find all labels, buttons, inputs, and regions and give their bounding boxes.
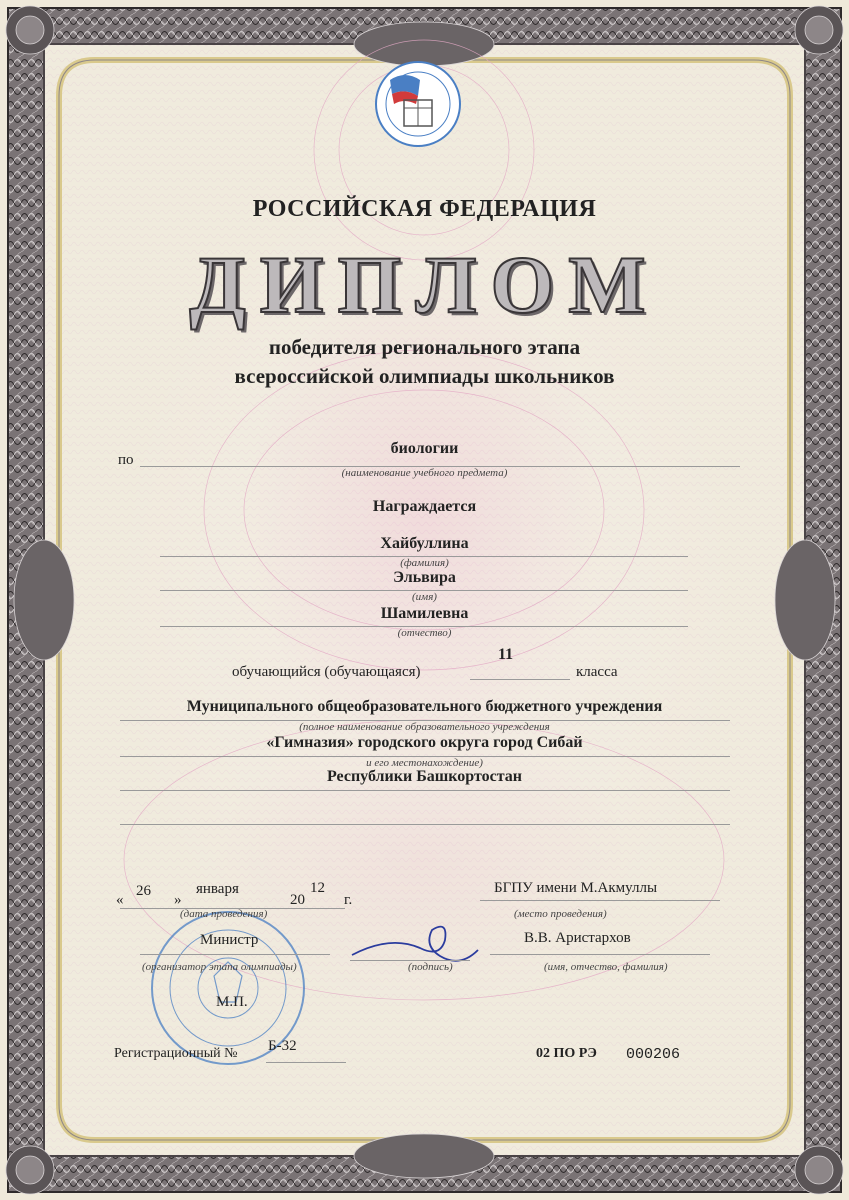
document-title: ДИПЛОМ [189,239,660,330]
date-year-prefix: 20 [290,892,305,908]
date-year-suffix: 12 [310,880,325,896]
date-month: января [196,881,239,897]
organizer-line [140,954,330,955]
place-hint: (место проведения) [514,908,607,920]
olympiad-logo [376,62,460,146]
school-underline3 [120,790,730,791]
person-line [490,954,710,955]
school-line3: Республики Башкортостан [326,768,522,785]
subject-prefix: по [118,452,134,468]
grade-value: 11 [498,646,514,663]
date-day: 26 [136,883,151,899]
patronymic-hint: (отчество) [397,627,452,639]
date-hint: (дата проведения) [180,908,268,920]
grade-suffix: класса [576,664,618,680]
country-heading: РОССИЙСКАЯ ФЕДЕРАЦИЯ [252,196,597,222]
blank-number: 000206 [626,1046,681,1063]
surname-value: Хайбуллина [380,535,469,552]
registration-number: Б-32 [268,1038,297,1054]
subtitle-line1: победителя регионального этапа [268,335,581,359]
school-hint1: (полное наименование образовательного учреждения [299,721,550,733]
place-line [480,900,720,901]
surname-hint: (фамилия) [400,557,449,569]
subtitle-line2: всероссийской олимпиады школьников [234,364,615,388]
registration-label: Регистрационный № [114,1046,238,1061]
school-hint2: и его местонахождение) [366,757,483,769]
grade-line [470,679,570,680]
signature-hint: (подпись) [408,961,453,973]
student-label: обучающийся (обучающаяся) [232,664,421,680]
subject-hint: (наименование учебного предмета) [341,467,508,479]
place-value: БГПУ имени М.Акмуллы [494,880,658,896]
school-underline4 [120,824,730,825]
date-quote-close: » [174,892,182,908]
organizer-hint: (организатор этапа олимпиады) [142,961,297,973]
subject-value: биологии [390,440,459,457]
patronymic-value: Шамилевна [380,605,469,622]
date-quote-open: « [116,892,124,908]
awarded-label: Награждается [372,498,477,515]
school-line2: «Гимназия» городского округа город Сибай [266,734,583,751]
name-value: Эльвира [393,569,456,586]
person-value: В.В. Аристархов [524,930,631,946]
registration-line [266,1062,346,1063]
seal-label: М.П. [216,994,248,1010]
organizer-value: Министр [200,932,259,948]
blank-series: 02 ПО РЭ [536,1046,597,1061]
school-line1: Муниципального общеобразовательного бюджетного учреждения [186,698,663,715]
date-year-abbr: г. [344,892,353,908]
name-hint: (имя) [412,591,437,603]
person-hint: (имя, отчество, фамилия) [544,961,668,973]
